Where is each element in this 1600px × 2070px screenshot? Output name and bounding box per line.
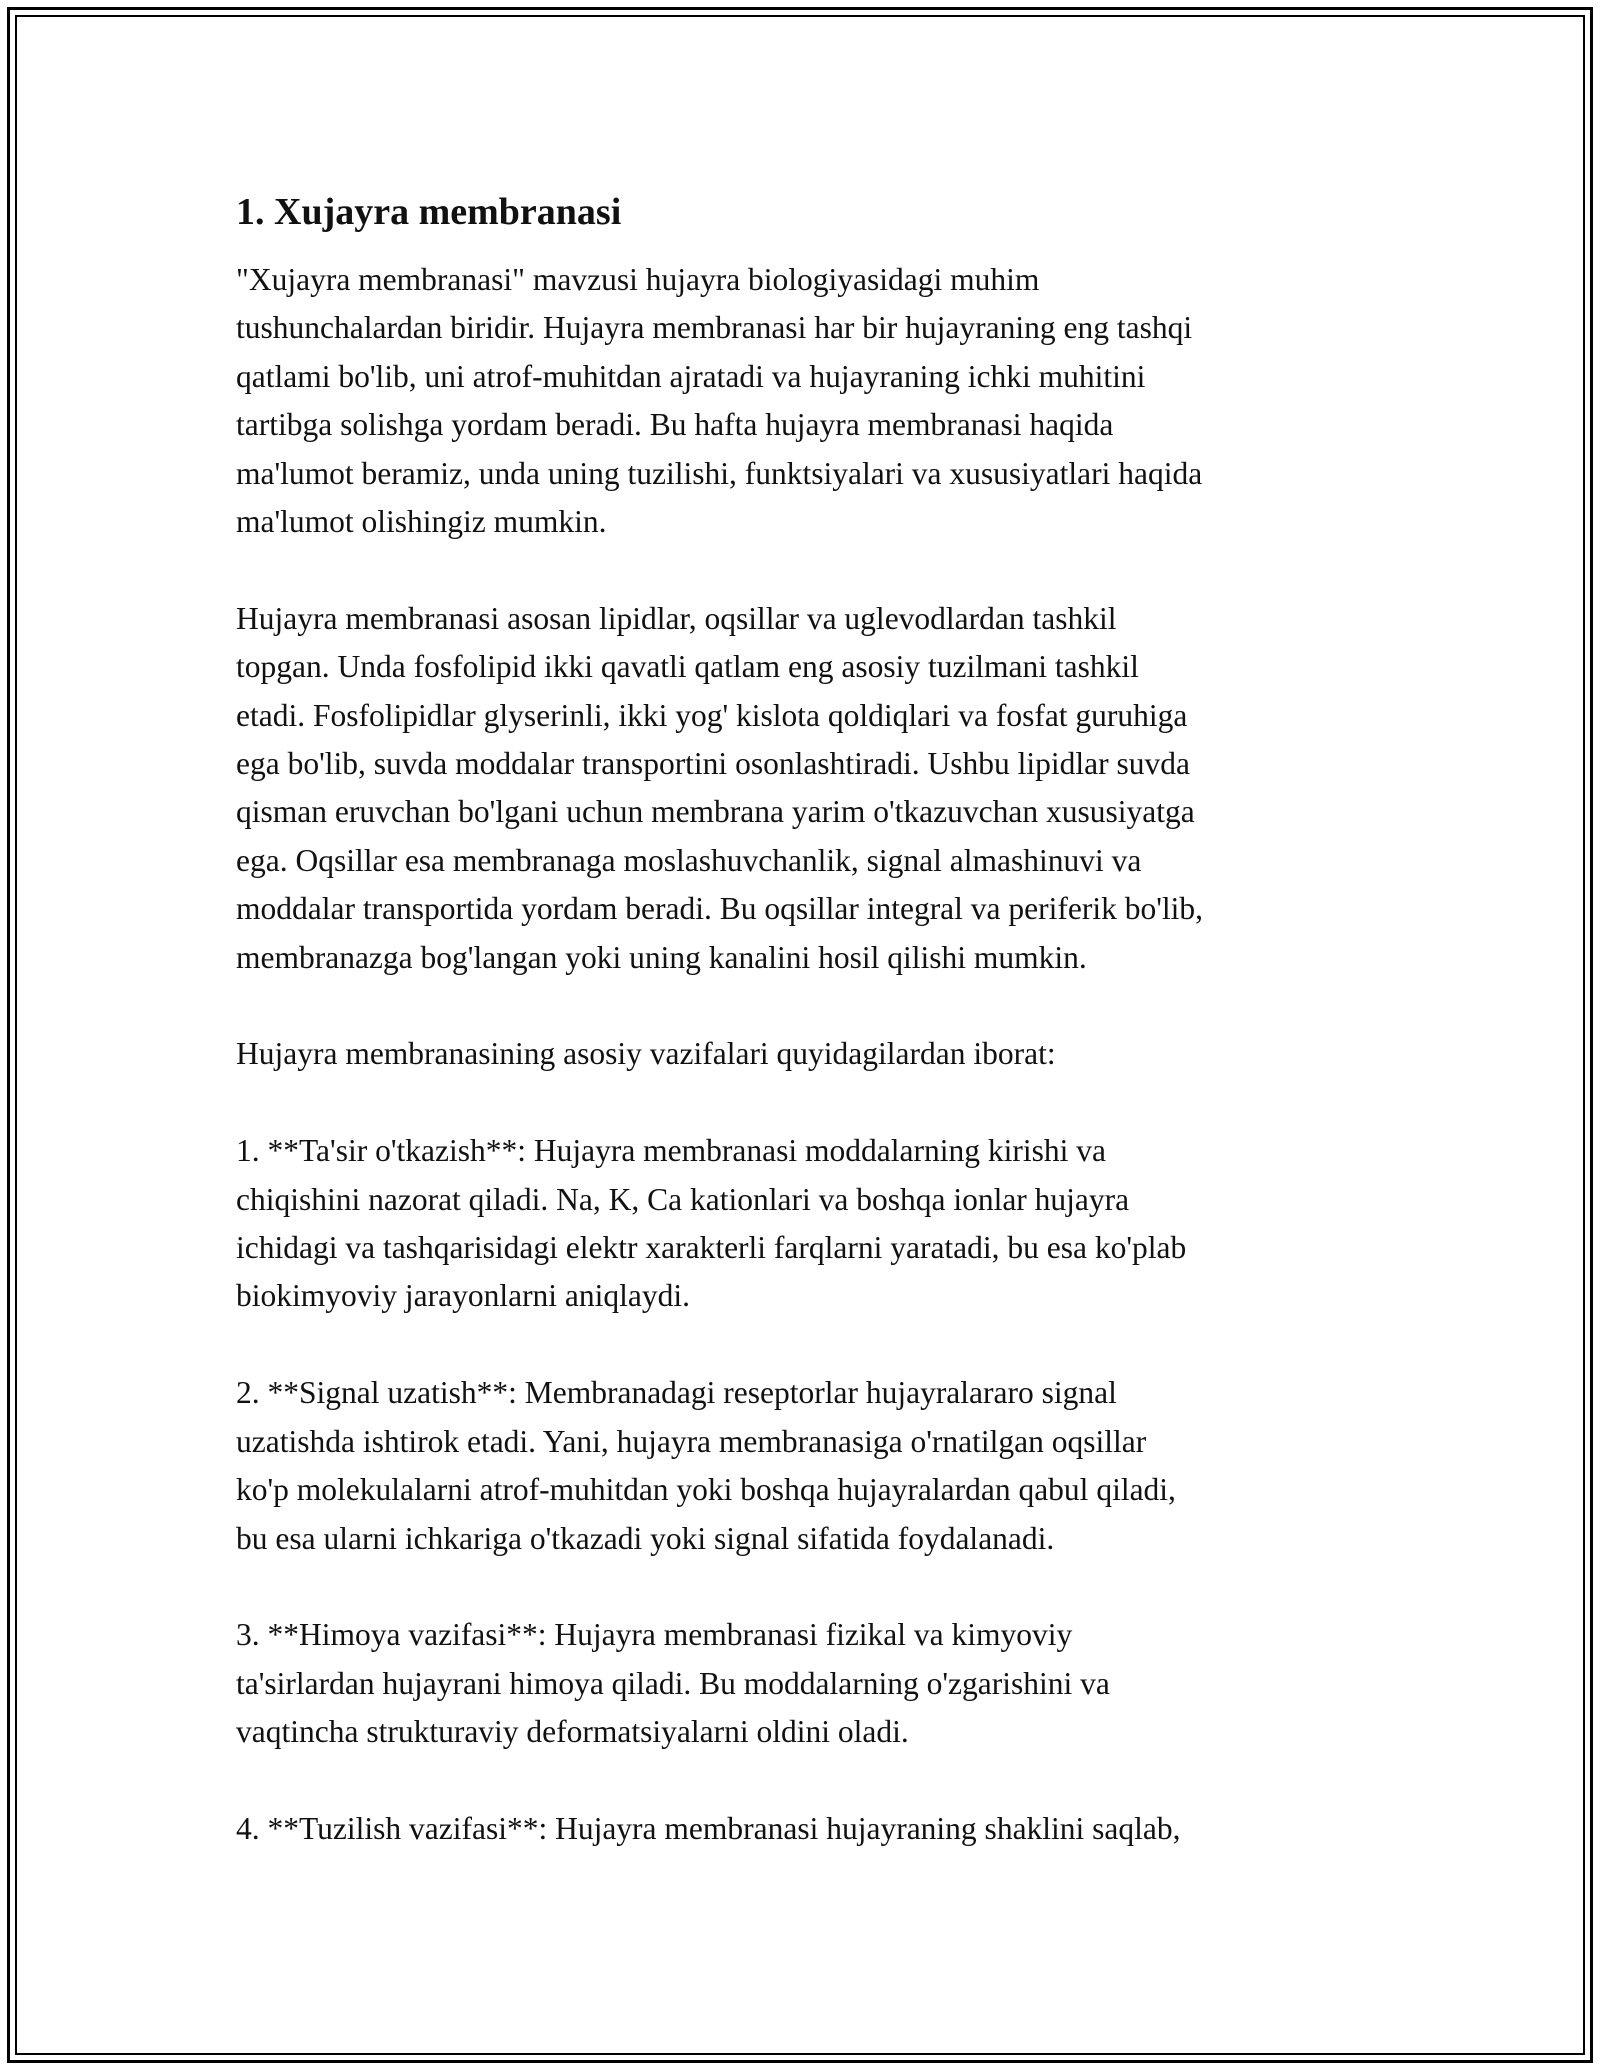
paragraph-functions-intro: Hujayra membranasining asosiy vazifalari quyidagilardan iborat: [236, 1036, 1056, 1072]
list-item-4: 4. **Tuzilish vazifasi**: Hujayra membranasi hujayraning shaklini saqlab, [236, 1810, 1181, 1846]
paragraph-composition: Hujayra membranasi asosan lipidlar, oqsillar va uglevodlardan tashkil topgan. Unda fosfolipid ikki qavatli qatlam eng asosiy tuzilmani tashkil etadi. Fosfolipidlar glyserinli, ikki yog' kislota qoldiqlari va fosfat guruhiga ega bo'lib, suvda moddalar transportini osonlashtiradi. Ushbu lipidlar suvda qisman eruvchan bo'lgani uchun membrana yarim o'tkazuvchan xususiyatga ega. Oqsillar esa membranaga moslashuvchanlik, signal almashinuvi va moddalar transportida yordam beradi. Bu oqsillar integral va periferik bo'lib, membranazga bog'langan yoki uning kanalini hosil qilishi mumkin. [236, 600, 1204, 975]
list-item-2: 2. **Signal uzatish**: Membranadagi reseptorlar hujayralararo signal uzatishda ishtirok etadi. Yani, hujayra membranasiga o'rnatilgan oqsillar ko'p molekulalarni atrof-muhitdan yoki boshqa hujayralardan qabul qiladi, bu esa ularni ichkariga o'tkazadi yoki signal sifatida foydalanadi. [236, 1375, 1176, 1556]
document-title: 1. Xujayra membranasi [236, 191, 622, 233]
list-item-3: 3. **Himoya vazifasi**: Hujayra membranasi fizikal va kimyoviy ta'sirlardan hujayrani himoya qiladi. Bu moddalarning o'zgarishini va vaqtincha strukturaviy deformatsiyalarni oldini oladi. [236, 1617, 1110, 1750]
paragraph-intro: "Xujayra membranasi" mavzusi hujayra biologiyasidagi muhim tushunchalardan biridir. Hujayra membranasi har bir hujayraning eng tashqi qatlami bo'lib, uni atrof-muhitdan ajratadi va hujayraning ichki muhitini tartibga solishga yordam beradi. Bu hafta hujayra membranasi haqida ma'lumot beramiz, unda uning tuzilishi, funktsiyalari va xususiyatlari haqida ma'lumot olishingiz mumkin. [236, 262, 1203, 540]
document-body [236, 186, 1366, 1902]
list-item-1: 1. **Ta'sir o'tkazish**: Hujayra membranasi moddalarning kirishi va chiqishini nazorat qiladi. Na, K, Ca kationlari va boshqa ionlar hujayra ichidagi va tashqarisidagi elektr xarakterli farqlarni yaratadi, bu esa ko'plab biokimyoviy jarayonlarni aniqlaydi. [236, 1133, 1187, 1314]
